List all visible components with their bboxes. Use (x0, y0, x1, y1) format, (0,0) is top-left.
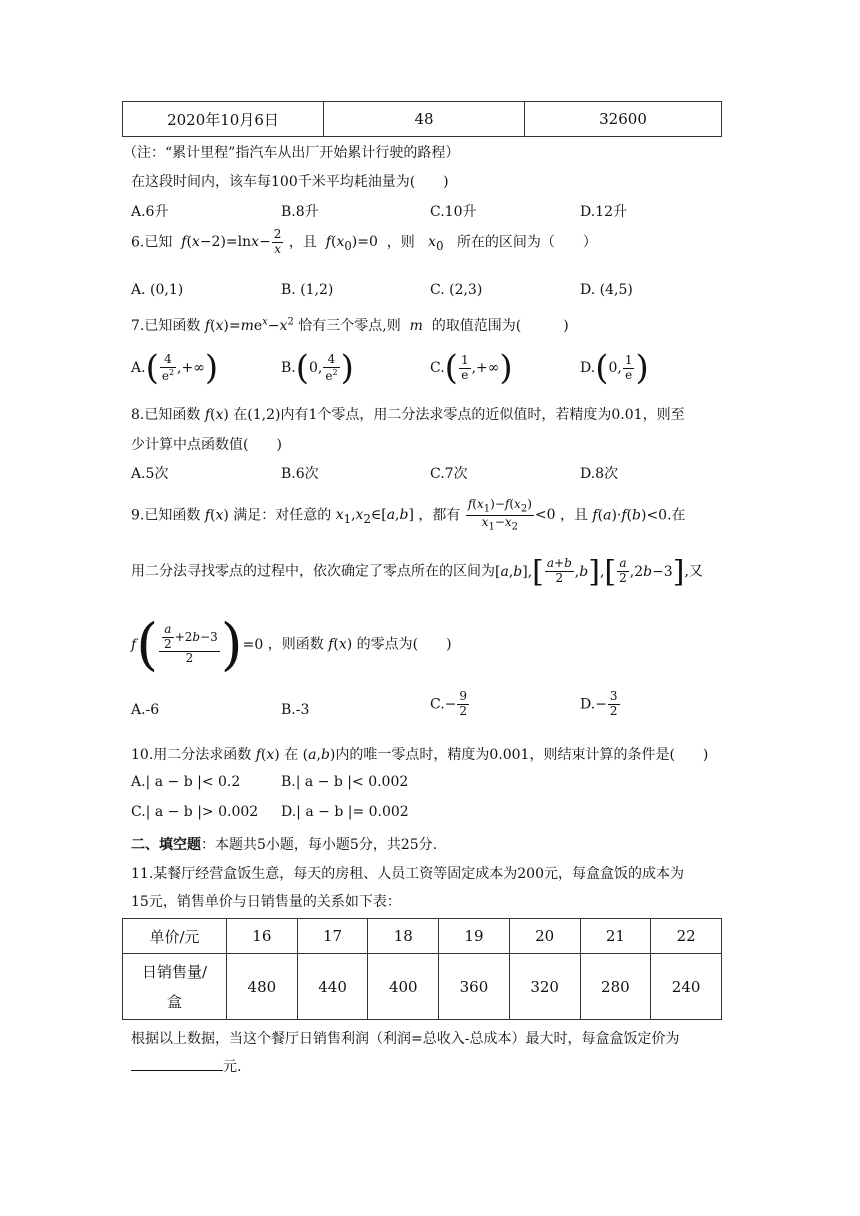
sales-cell: 360 (439, 954, 510, 1020)
q9-option-a: A.-6 (131, 702, 160, 718)
q9-domain: $x_1,x_2\in[a,b]$ (335, 507, 414, 527)
fuel-cell: 48 (324, 102, 525, 137)
q6-option-d: D. (4,5) (580, 282, 633, 298)
q9-func2: f(x) (328, 636, 353, 653)
q9-text-g: 的零点为( ) (356, 636, 452, 653)
q9-value-formula: f( $\frac{a}{2}$ +2b−3 2 )=0 (131, 612, 264, 677)
table-row (123, 954, 722, 1020)
date-cell: 2020年10月6日 (123, 102, 324, 137)
q5-option-d: D.12升 (580, 204, 627, 220)
q9-option-b: B.-3 (281, 702, 310, 718)
price-cell: 20 (509, 919, 580, 954)
q10-stem (131, 744, 708, 764)
q7-option-a: A.( $\frac{4}{e^2}$ ,+∞) (131, 348, 219, 388)
q7-option-c: C.( $\frac{1}{e}$ ,+∞) (430, 348, 513, 388)
q9-func: f(x) (204, 507, 229, 524)
sales-cell: 240 (651, 954, 722, 1020)
q8-func: f(x) (204, 407, 229, 423)
q8-option-c: C.7次 (430, 466, 468, 482)
sales-cell: 440 (297, 954, 368, 1020)
q6-suffix: 所在的区间为（ ） (456, 234, 597, 251)
q6-option-b: B. (1,2) (281, 282, 334, 298)
price-cell: 21 (580, 919, 651, 954)
q10-prefix: 10.用二分法求函数 (131, 747, 252, 763)
q10-text: 内的唯一零点时，精度为0.001，则结束计算的条件是( ) (335, 747, 709, 763)
q9-text-b: 满足：对任意的 (233, 507, 332, 524)
q7-option-b: B.(0, $\frac{4}{e^2}$ ) (281, 348, 354, 388)
q6-mid2: ，则 (386, 234, 415, 251)
q9-label-d: D. (580, 696, 596, 713)
q8-option-d: D.8次 (580, 466, 619, 482)
q6-x0: $x_0$ (428, 234, 444, 254)
q5-option-b: B.8升 (281, 204, 319, 220)
price-sales-table (122, 918, 722, 1020)
q9-line2-text: 用二分法寻找零点的过程中，依次确定了零点所在的区间为 (131, 563, 495, 580)
q7-prefix: 7.已知函数 (131, 318, 201, 334)
q10-in: 在 (284, 747, 299, 763)
q11-after1: 根据以上数据，当这个餐厅日销售利润（利润=总收入-总成本）最大时，每盒盒饭定价为 (131, 1031, 680, 1047)
q10-func: f(x) (255, 747, 280, 763)
price-header: 单价/元 (123, 919, 227, 954)
q6-prefix: 6.已知 (131, 234, 173, 251)
q9-line2-end: ,又 (684, 563, 703, 580)
q7-option-d: D.(0, $\frac{1}{e}$ ) (580, 348, 649, 388)
q6-cond: $f(x_0)=0$ (325, 234, 383, 254)
q5-stem: 在这段时间内，该车每100千米平均耗油量为( ) (131, 174, 449, 190)
q7-label-d: D. (580, 360, 596, 376)
q6-option-c: C. (2,3) (430, 282, 483, 298)
q9-text-f: ，则函数 (267, 636, 324, 653)
price-cell: 22 (651, 919, 722, 954)
price-cell: 16 (227, 919, 298, 954)
q11-unit: 元. (223, 1059, 242, 1075)
q9-text-d: ，且 (559, 507, 588, 524)
q9-sign: f(a)·f(b)<0 (592, 507, 668, 524)
sales-header-line2: 盒 (166, 992, 182, 1011)
q7-label-a: A. (131, 360, 146, 376)
q7-stem (131, 315, 569, 335)
q10-option-d: D.| a − b |= 0.002 (281, 804, 409, 820)
q7-mid: 恰有三个零点,则 (298, 318, 401, 334)
sales-header-line1: 日销售量/ (141, 962, 208, 981)
q9-line3 (131, 612, 452, 677)
sales-header (123, 954, 227, 1020)
q7-formula: $f(x)=me^x-x^2$ (204, 316, 294, 334)
answer-blank[interactable] (131, 1056, 223, 1071)
q10-option-a: A.| a − b |< 0.2 (131, 774, 241, 790)
q9-option-c: C.− $\frac{9}{2}$ (430, 689, 468, 718)
sales-cell: 400 (368, 954, 439, 1020)
q7-suffix: 的取值范围为( ) (431, 318, 569, 334)
q9-monotone: $\frac{f(x_1)-f(x_2)}{x_1-x_2}$ <0 (467, 497, 556, 533)
q8-line2: 少计算中点函数值( ) (131, 437, 282, 453)
q7-label-c: C. (430, 360, 445, 376)
sales-cell: 320 (509, 954, 580, 1020)
price-cell: 18 (368, 919, 439, 954)
table-row (123, 102, 722, 137)
q9-intervals: [a,b],[ $\frac{a+b}{2}$ ,b],[ $\frac{a}{2}$ ,2b−3] (495, 554, 685, 589)
section-heading (131, 834, 437, 854)
q9-label-c: C. (430, 696, 445, 713)
q9-line1 (131, 498, 686, 533)
sales-cell: 280 (580, 954, 651, 1020)
section-title: 二、填空题 (131, 837, 201, 853)
q6-stem (131, 228, 597, 257)
q5-option-a: A.6升 (131, 204, 169, 220)
q10-interval: (a,b) (302, 747, 336, 763)
price-cell: 17 (297, 919, 368, 954)
q8-line1 (131, 404, 685, 424)
q8-option-a: A.5次 (131, 466, 169, 482)
q8-text: 在(1,2)内有1个零点，用二分法求零点的近似值时，若精度为0.01，则至 (233, 407, 685, 423)
q10-option-c: C.| a − b |> 0.002 (131, 804, 259, 820)
sales-cell: 480 (227, 954, 298, 1020)
q5-option-c: C.10升 (430, 204, 477, 220)
q11-line2: 15元，销售单价与日销售量的关系如下表： (131, 894, 401, 910)
q8-option-b: B.6次 (281, 466, 319, 482)
q6-formula: f(x−2)=lnx− $\frac{2}{x}$ (181, 227, 282, 256)
q10-option-b: B.| a − b |< 0.002 (281, 774, 409, 790)
q7-m: m (409, 318, 423, 334)
q6-option-a: A. (0,1) (131, 282, 184, 298)
q11-line1: 11.某餐厅经营盒饭生意，每天的房租、人员工资等固定成本为200元，每盒盒饭的成本为 (131, 866, 684, 882)
q9-line2 (131, 554, 703, 589)
q7-label-b: B. (281, 360, 296, 376)
price-cell: 19 (439, 919, 510, 954)
q8-prefix: 8.已知函数 (131, 407, 201, 423)
table-row (123, 919, 722, 954)
mileage-cell: 32600 (525, 102, 722, 137)
table-note: （注：“累计里程”指汽车从出厂开始累计行驶的路程） (123, 145, 460, 161)
q9-option-d: D.− $\frac{3}{2}$ (580, 689, 618, 718)
q9-prefix: 9.已知函数 (131, 507, 201, 524)
q11-after2 (131, 1056, 241, 1076)
q9-text-c: ，都有 (418, 507, 461, 524)
section-desc: ：本题共5小题，每小题5分，共25分. (201, 837, 438, 853)
fuel-table (122, 101, 722, 137)
q9-text-e: .在 (667, 507, 686, 524)
q6-mid1: ，且 (288, 234, 317, 251)
